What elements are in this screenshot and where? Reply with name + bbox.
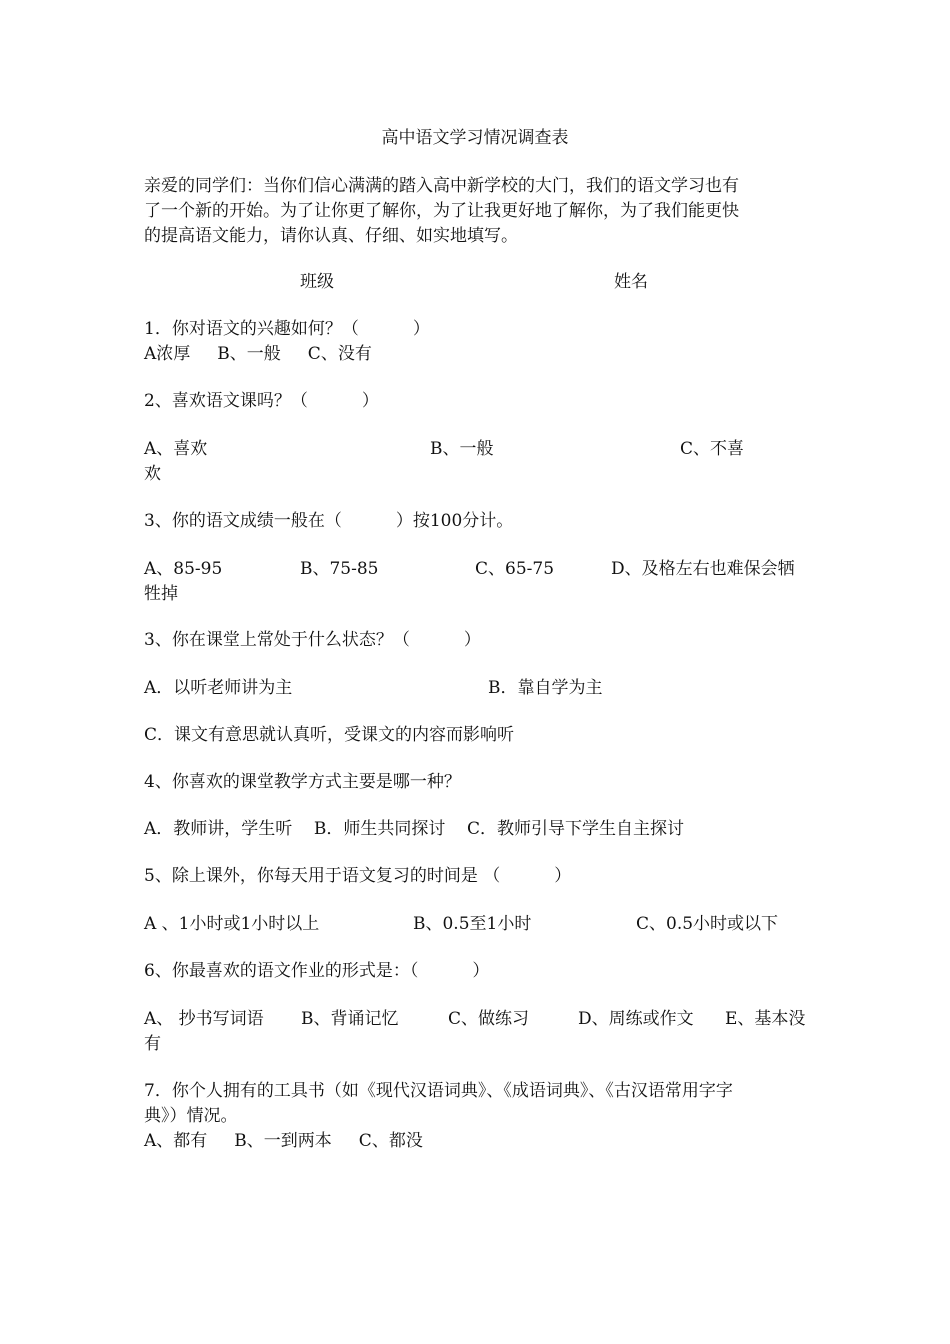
- name-label: 姓名: [614, 272, 648, 292]
- intro-line-3: 的提高语文能力，请你认真、仔细、如实地填写。: [144, 226, 518, 246]
- question-6-wrap: 有: [144, 1034, 161, 1054]
- question-2: 2、喜欢语文课吗？（ ）: [144, 391, 379, 411]
- question-6-option-b: B、背诵记忆: [301, 1009, 399, 1029]
- question-5-option-b: B、0.5至1小时: [413, 914, 532, 934]
- question-3-option-a: A、85-95: [144, 559, 223, 579]
- question-1-options: A浓厚 B、一般 C、没有: [144, 344, 372, 364]
- question-3-option-c: C、65-75: [475, 559, 555, 579]
- question-1: 1．你对语文的兴趣如何？（ ）: [144, 319, 430, 339]
- question-7-options: A、都有 B、一到两本 C、都没: [144, 1131, 423, 1151]
- question-4-options: A．教师讲，学生听 B．师生共同探讨 C．教师引导下学生自主探讨: [144, 819, 685, 839]
- question-6: 6、你最喜欢的语文作业的形式是：（ ）: [144, 961, 490, 981]
- question-3-option-d: D、及格左右也难保会牺: [611, 559, 795, 579]
- question-5-option-c: C、0.5小时或以下: [636, 914, 779, 934]
- intro-line-1: 亲爱的同学们：当你们信心满满的踏入高中新学校的大门，我们的语文学习也有: [144, 176, 739, 196]
- question-2-wrap: 欢: [144, 464, 161, 484]
- intro-line-2: 了一个新的开始。为了让你更了解你，为了让我更好地了解你，为了我们能更快: [144, 201, 739, 221]
- question-3b: 3、你在课堂上常处于什么状态？（ ）: [144, 630, 481, 650]
- question-3-option-b: B、75-85: [300, 559, 379, 579]
- question-2-option-c: C、不喜: [680, 439, 745, 459]
- question-4: 4、你喜欢的课堂教学方式主要是哪一种？: [144, 772, 461, 792]
- question-3b-option-c: C．课文有意思就认真听，受课文的内容而影响听: [144, 725, 515, 745]
- question-3: 3、你的语文成绩一般在（ ）按100分计。: [144, 511, 514, 531]
- question-2-option-a: A、喜欢: [144, 439, 208, 459]
- question-6-option-e: E、基本没: [725, 1009, 806, 1029]
- page-title: 高中语文学习情况调查表: [381, 128, 569, 148]
- question-6-option-c: C、做练习: [448, 1009, 530, 1029]
- question-3b-option-a: A．以听老师讲为主: [144, 678, 293, 698]
- question-7-line-1: 7．你个人拥有的工具书（如《现代汉语词典》、《成语词典》、《古汉语常用字字: [144, 1081, 733, 1101]
- question-6-option-d: D、周练或作文: [578, 1009, 694, 1029]
- question-3b-option-b: B．靠自学为主: [488, 678, 603, 698]
- question-3-wrap: 牲掉: [144, 584, 178, 604]
- question-5-option-a: A 、1小时或1小时以上: [144, 914, 320, 934]
- question-2-option-b: B、一般: [430, 439, 494, 459]
- question-6-option-a: A、 抄书写词语: [144, 1009, 264, 1029]
- question-7-line-2: 典》）情况。: [144, 1106, 238, 1126]
- class-label: 班级: [300, 272, 334, 292]
- question-5: 5、除上课外，你每天用于语文复习的时间是 （ ）: [144, 866, 572, 886]
